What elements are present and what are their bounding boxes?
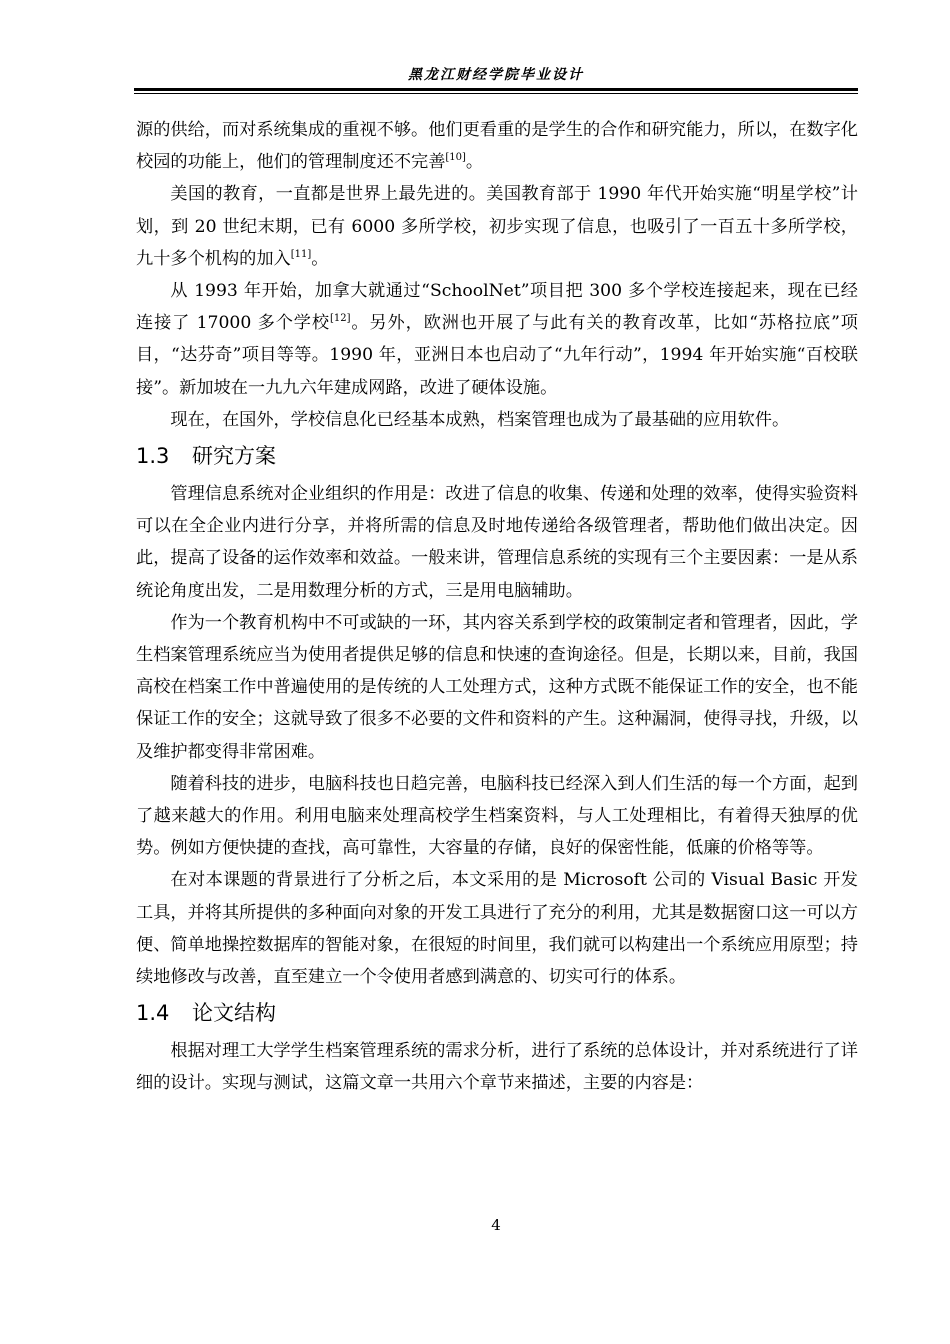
paragraph-text-tail: 。另外，欧洲也开展了与此有关的教育改革，比如“苏格拉底”项目，“达芬奇”项目等等。1990 年，亚洲日本也启动了“九年行动”，1994 年开始实施“百校联接”。新加坡在一九九六年建成网路，改进了硬体设施。 [136, 313, 858, 398]
paragraph-text: 现在，在国外，学校信息化已经基本成熟，档案管理也成为了最基础的应用软件。 [170, 409, 790, 430]
section-number: 1.3 [136, 444, 170, 469]
page-number: 4 [491, 1216, 501, 1234]
paragraph-mis-role: 管理信息系统对企业组织的作用是：改进了信息的收集、传递和处理的效率，使得实验资料可以在全企业内进行分享，并将所需的信息及时地传递给各级管理者，帮助他们做出决定。因此，提高了设备的运作效率和效益。一般来讲，管理信息系统的实现有三个主要因素：一是从系统论角度出发，二是用数理分析的方式，三是用电脑辅助。 [136, 484, 858, 601]
section-title: 研究方案 [192, 444, 276, 469]
paragraph-text-tail: 。 [465, 152, 484, 173]
paragraph-computer-tech: 随着科技的进步，电脑科技也日趋完善，电脑科技已经深入到人们生活的每一个方面，起到了越来越大的作用。利用电脑来处理高校学生档案资料，与人工处理相比，有着得天独厚的优势。例如方便快捷的查找，高可靠性，大容量的存储，良好的保密性能，低廉的价格等等。 [136, 773, 858, 859]
document-body [136, 114, 858, 1100]
paragraph-visual-basic: 在对本课题的背景进行了分析之后，本文采用的是 Microsoft 公司的 Visual Basic 开发工具，并将其所提供的多种面向对象的开发工具进行了充分的利用，尤其是数据窗口这一可以方便、简单地操控数据库的智能对象，在很短的时间里，我们就可以构建出一个系统应用原型；持续地修改与改善，直至建立一个令使用者感到满意的、切实可行的体系。 [136, 870, 858, 988]
section-heading-1-3 [136, 442, 858, 470]
paragraph-abroad-status [136, 404, 858, 436]
paragraph-archive-system: 作为一个教育机构中不可或缺的一环，其内容关系到学校的政策制定者和管理者，因此，学生档案管理系统应当为使用者提供足够的信息和快速的查询途径。但是，长期以来，目前，我国高校在档案工作中普遍使用的是传统的人工处理方式，这种方式既不能保证工作的安全，也不能保证工作的安全；这就导致了很多不必要的文件和资料的产生。这种漏洞，使得寻找，升级，以及维护都变得非常困难。 [136, 612, 858, 762]
citation-ref: [12] [329, 313, 351, 325]
section-heading-1-4 [136, 999, 858, 1027]
paragraph-continued [136, 114, 858, 178]
paragraph-text: 源的供给，而对系统集成的重视不够。他们更看重的是学生的合作和研究能力，所以，在数字化校园的功能上，他们的管理制度还不完善 [136, 120, 858, 173]
paragraph-text: 从 1993 年开始，加拿大就通过“SchoolNet”项目把 300 多个学校连接起来，现在已经连接了 17000 多个学校 [136, 281, 858, 334]
paragraph-thesis-structure: 根据对理工大学学生档案管理系统的需求分析，进行了系统的总体设计，并对系统进行了详细的设计。实现与测试，这篇文章一共用六个章节来描述，主要的内容是： [136, 1041, 858, 1094]
citation-ref: [11] [290, 248, 312, 260]
paragraph-us-education [136, 178, 858, 275]
section-title: 论文结构 [192, 1001, 276, 1026]
page-header-title: 黑龙江财经学院毕业设计 [408, 67, 584, 83]
section-number: 1.4 [136, 1001, 170, 1026]
header-rule-thin [134, 93, 858, 94]
paragraph-canada-schoolnet [136, 275, 858, 404]
citation-ref: [10] [445, 152, 466, 164]
paragraph-text: 美国的教育，一直都是世界上最先进的。美国教育部于 1990 年代开始实施“明星学校”计划，到 20 世纪末期，已有 6000 多所学校，初步实现了信息，也吸引了一百五十多所学校，九十多个机构的加入 [136, 184, 858, 269]
paragraph-text-tail: 。 [311, 248, 329, 269]
header-rule-thick [134, 88, 858, 91]
